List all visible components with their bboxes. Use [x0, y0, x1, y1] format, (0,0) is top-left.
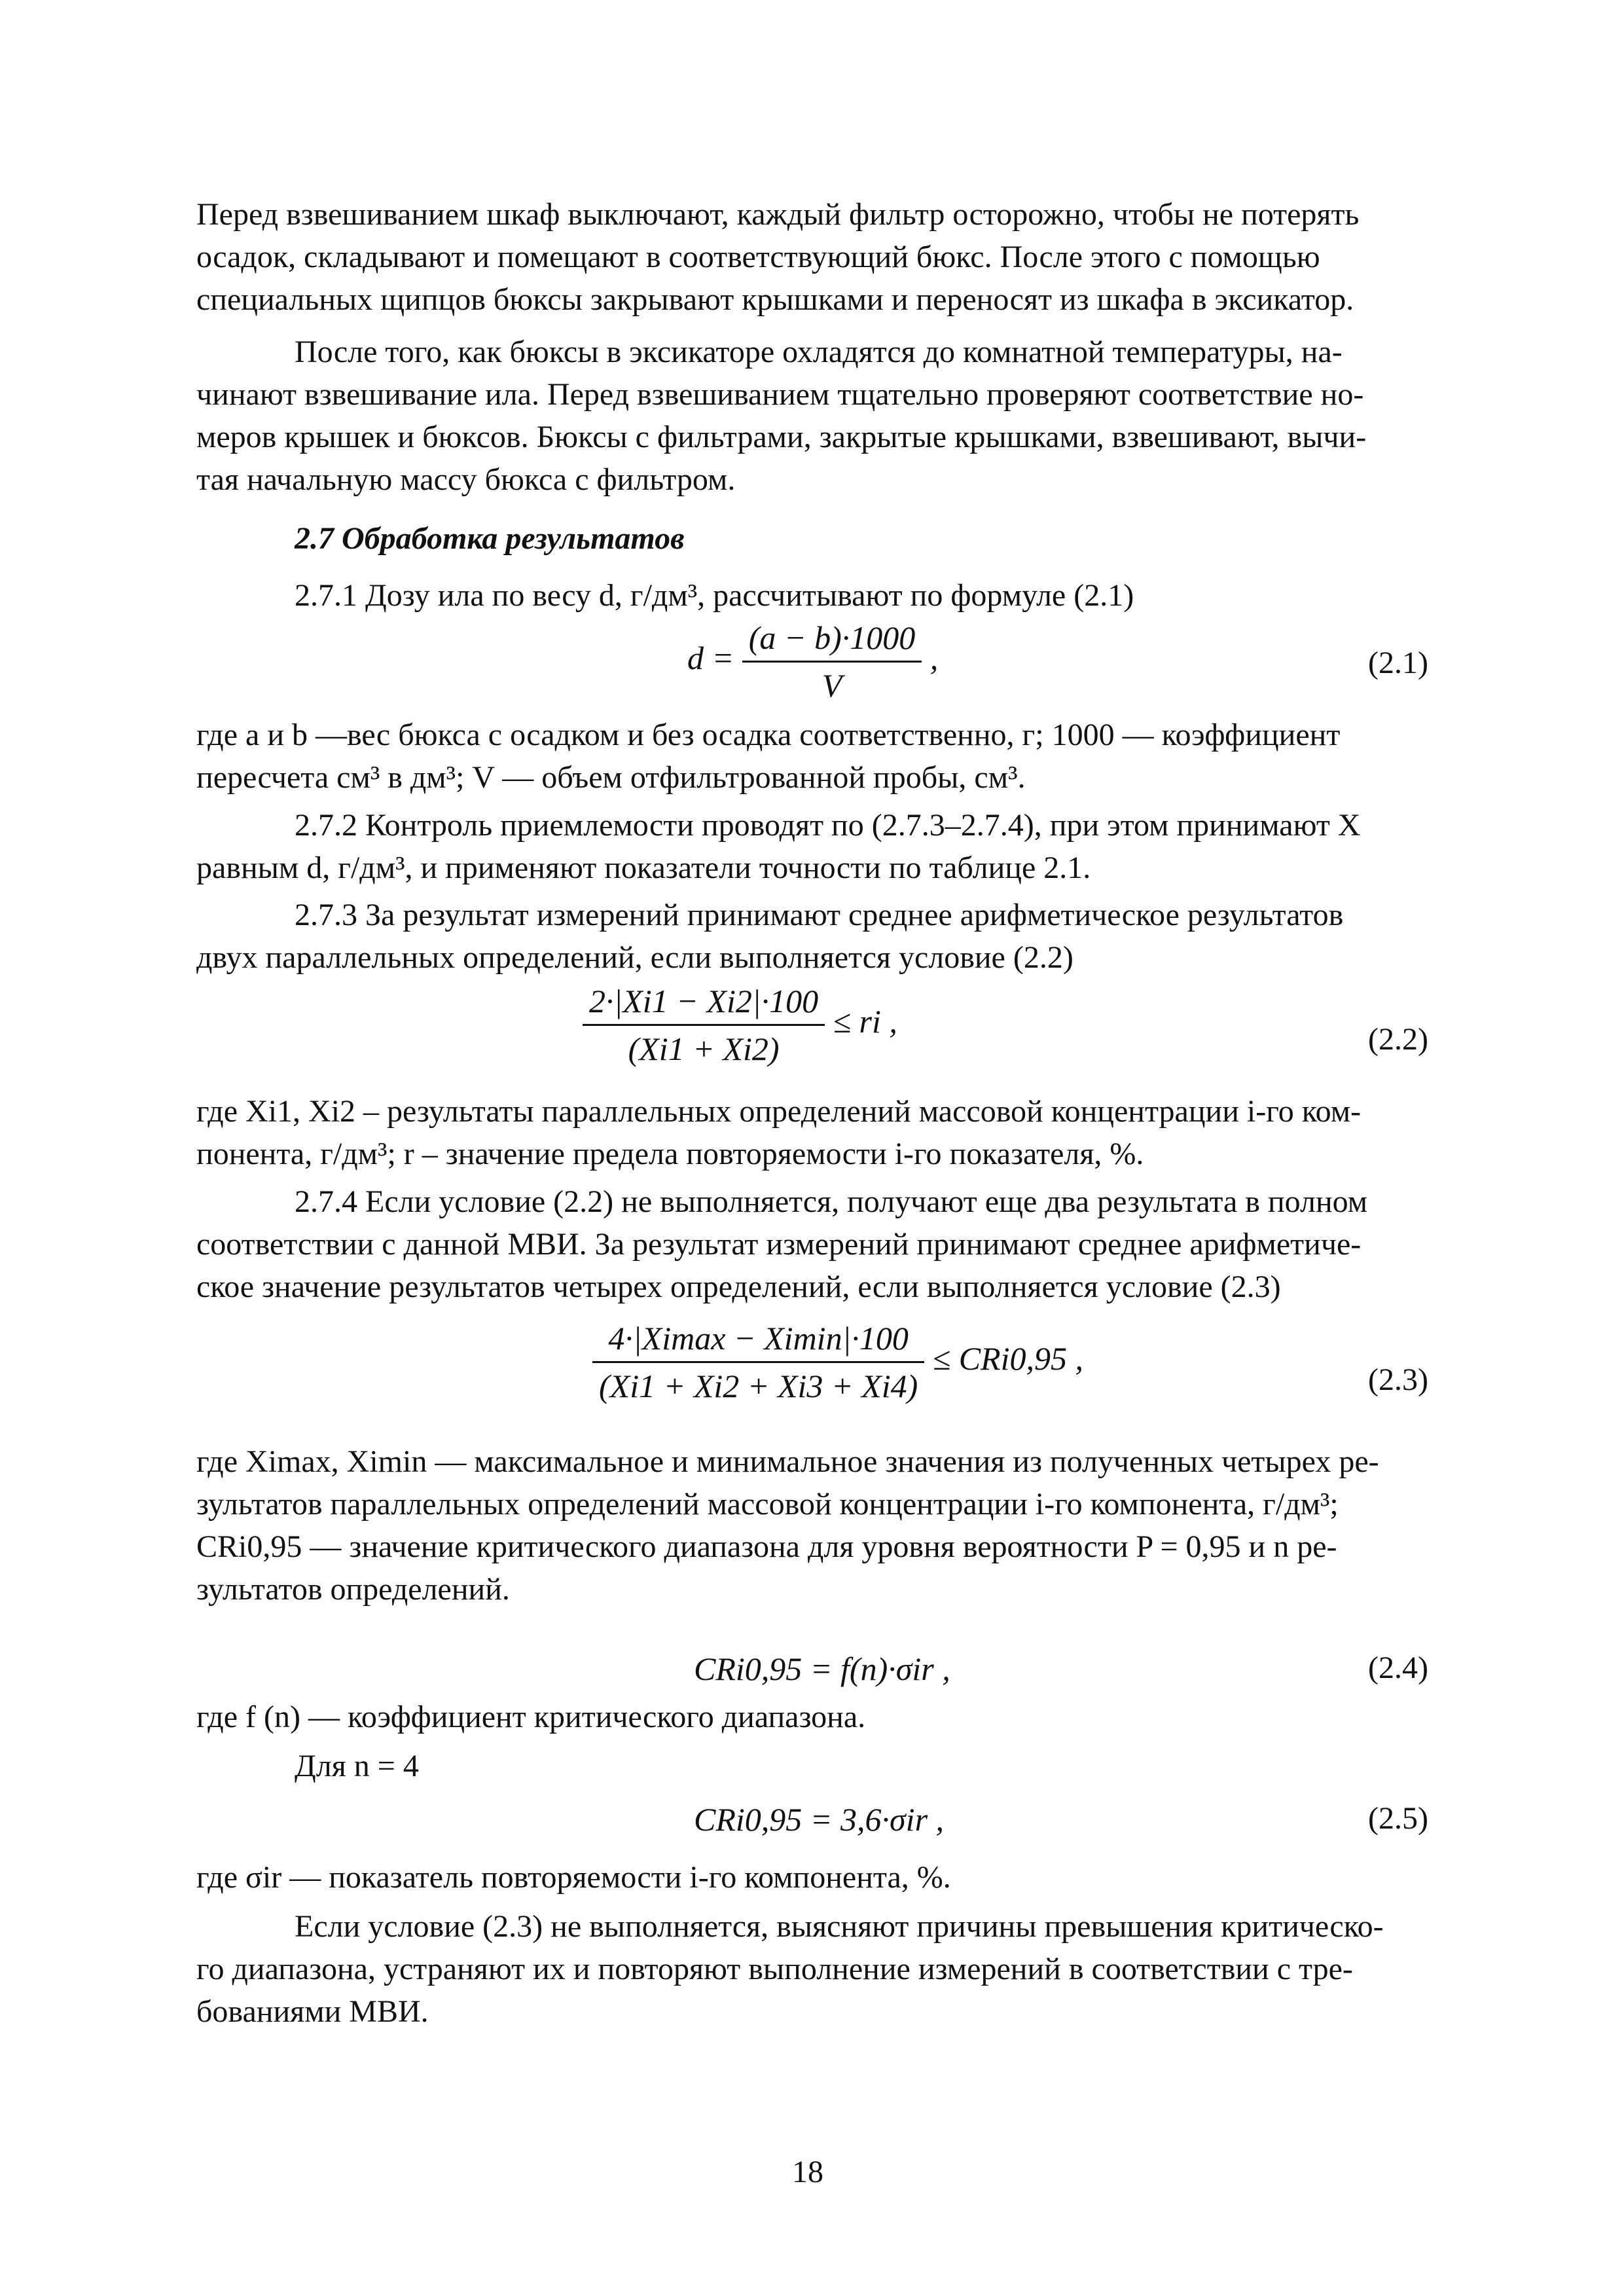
fraction [742, 619, 922, 704]
eq-tail: , [929, 639, 939, 676]
paragraph-2-7-3 [196, 894, 1427, 979]
text-line: зультатов определений. [196, 1572, 510, 1607]
paragraph-where-5: где σir — показатель повторяемости i-го компонента, %. [196, 1860, 951, 1895]
denominator: (Xi1 + Xi2 + Xi3 + Xi4) [599, 1368, 918, 1404]
text-line: специальных щипцов бюксы закрывают крышками и переносят из шкафа в эксикатор. [196, 282, 1354, 317]
page-number: 18 [792, 2155, 823, 2189]
text-line: CRi0,95 — значение критического диапазона для уровня вероятности P = 0,95 и n ре- [196, 1529, 1337, 1564]
text-line: 2.7.3 За результат измерений принимают среднее арифметическое результатов [295, 898, 1344, 932]
text-line: осадок, складывают и помещают в соответствующий бюкс. После этого с помощью [196, 240, 1320, 274]
equation-2-4: CRi0,95 = f(n)·σir , [694, 1650, 950, 1687]
equation-number: (2.1) [1368, 646, 1428, 680]
paragraph-2-7-1: 2.7.1 Дозу ила по весу d, г/дм³, рассчитывают по формуле (2.1) [295, 578, 1134, 613]
text-line: бованиями МВИ. [196, 1994, 429, 2029]
equation-number: (2.4) [1368, 1650, 1428, 1685]
text-line: равным d, г/дм³, и применяют показатели точности по таблице 2.1. [196, 850, 1091, 885]
text-line: Перед взвешиванием шкаф выключают, каждый фильтр осторожно, чтобы не потерять [196, 197, 1360, 232]
equation-2-3 [592, 1319, 1083, 1405]
eq-tail: ≤ CRi0,95 , [932, 1339, 1083, 1377]
equation-number: (2.2) [1368, 1022, 1428, 1057]
paragraph-where-1 [196, 714, 1427, 799]
equation-number: (2.5) [1368, 1801, 1428, 1836]
equation-2-5: CRi0,95 = 3,6·σir , [694, 1801, 945, 1838]
text-line: Если условие (2.3) не выполняется, выясняют причины превышения критическо- [295, 1909, 1384, 1944]
paragraph-where-3 [196, 1440, 1427, 1611]
text-line: зультатов параллельных определений массовой концентрации i-го компонента, г/дм³; [196, 1487, 1339, 1522]
numerator: 4·|Ximax − Ximin|·100 [592, 1319, 924, 1363]
text-line: 2.7.2 Контроль приемлемости проводят по (2.7.3–2.7.4), при этом принимают X [295, 808, 1361, 843]
text-line: понента, г/дм³; r – значение предела повторяемости i-го показателя, %. [196, 1137, 1144, 1171]
denominator: V [821, 667, 842, 704]
text-line: чинают взвешивание ила. Перед взвешиванием тщательно проверяют соответствие но- [196, 377, 1364, 412]
text-line: После того, как бюксы в эксикаторе охладятся до комнатной температуры, на- [295, 335, 1343, 369]
paragraph-final [196, 1905, 1427, 2033]
paragraph-1 [196, 193, 1427, 321]
equation-2-2 [583, 982, 897, 1068]
numerator: (a − b)·1000 [742, 619, 922, 663]
text-line: го диапазона, устраняют их и повторяют выполнение измерений в соответствии с тре- [196, 1952, 1353, 1986]
text-line: тая начальную массу бюкса с фильтром. [196, 462, 736, 497]
paragraph-2 [196, 331, 1427, 501]
fraction [583, 982, 825, 1068]
section-heading: 2.7 Обработка результатов [295, 521, 685, 556]
text-line: ское значение результатов четырех определений, если выполняется условие (2.3) [196, 1269, 1281, 1304]
text-line: где Ximax, Ximin — максимальное и минимальное значения из полученных четырех ре- [196, 1444, 1379, 1479]
text-line: меров крышек и бюксов. Бюксы с фильтрами, закрытые крышками, взвешивают, вычи- [196, 420, 1367, 454]
text-line: пересчета см³ в дм³; V — объем отфильтрованной пробы, см³. [196, 760, 1026, 795]
text-line: где Xi1, Xi2 – результаты параллельных определений массовой концентрации i-го ком- [196, 1094, 1362, 1129]
text-line: где a и b —вес бюкса с осадком и без осадка соответственно, г; 1000 — коэффициент [196, 718, 1341, 752]
paragraph-where-2 [196, 1090, 1427, 1175]
text-line: соответствии с данной МВИ. За результат измерений принимают среднее арифметиче- [196, 1227, 1362, 1262]
equation-2-1 [687, 619, 938, 704]
fraction [592, 1319, 924, 1405]
paragraph-2-7-2 [196, 804, 1427, 889]
text-line: 2.7.4 Если условие (2.2) не выполняется, получают еще два результата в полном [295, 1184, 1368, 1219]
eq-tail: ≤ ri , [833, 1002, 897, 1040]
denominator: (Xi1 + Xi2) [628, 1030, 780, 1067]
paragraph-2-7-4 [196, 1180, 1427, 1308]
equation-number: (2.3) [1368, 1362, 1428, 1397]
paragraph-for-n: Для n = 4 [295, 1749, 419, 1783]
paragraph-where-4: где f (n) — коэффициент критического диапазона. [196, 1700, 866, 1734]
text-line: двух параллельных определений, если выполняется условие (2.2) [196, 940, 1074, 975]
numerator: 2·|Xi1 − Xi2|·100 [583, 982, 825, 1026]
eq-lhs: d = [687, 639, 734, 676]
